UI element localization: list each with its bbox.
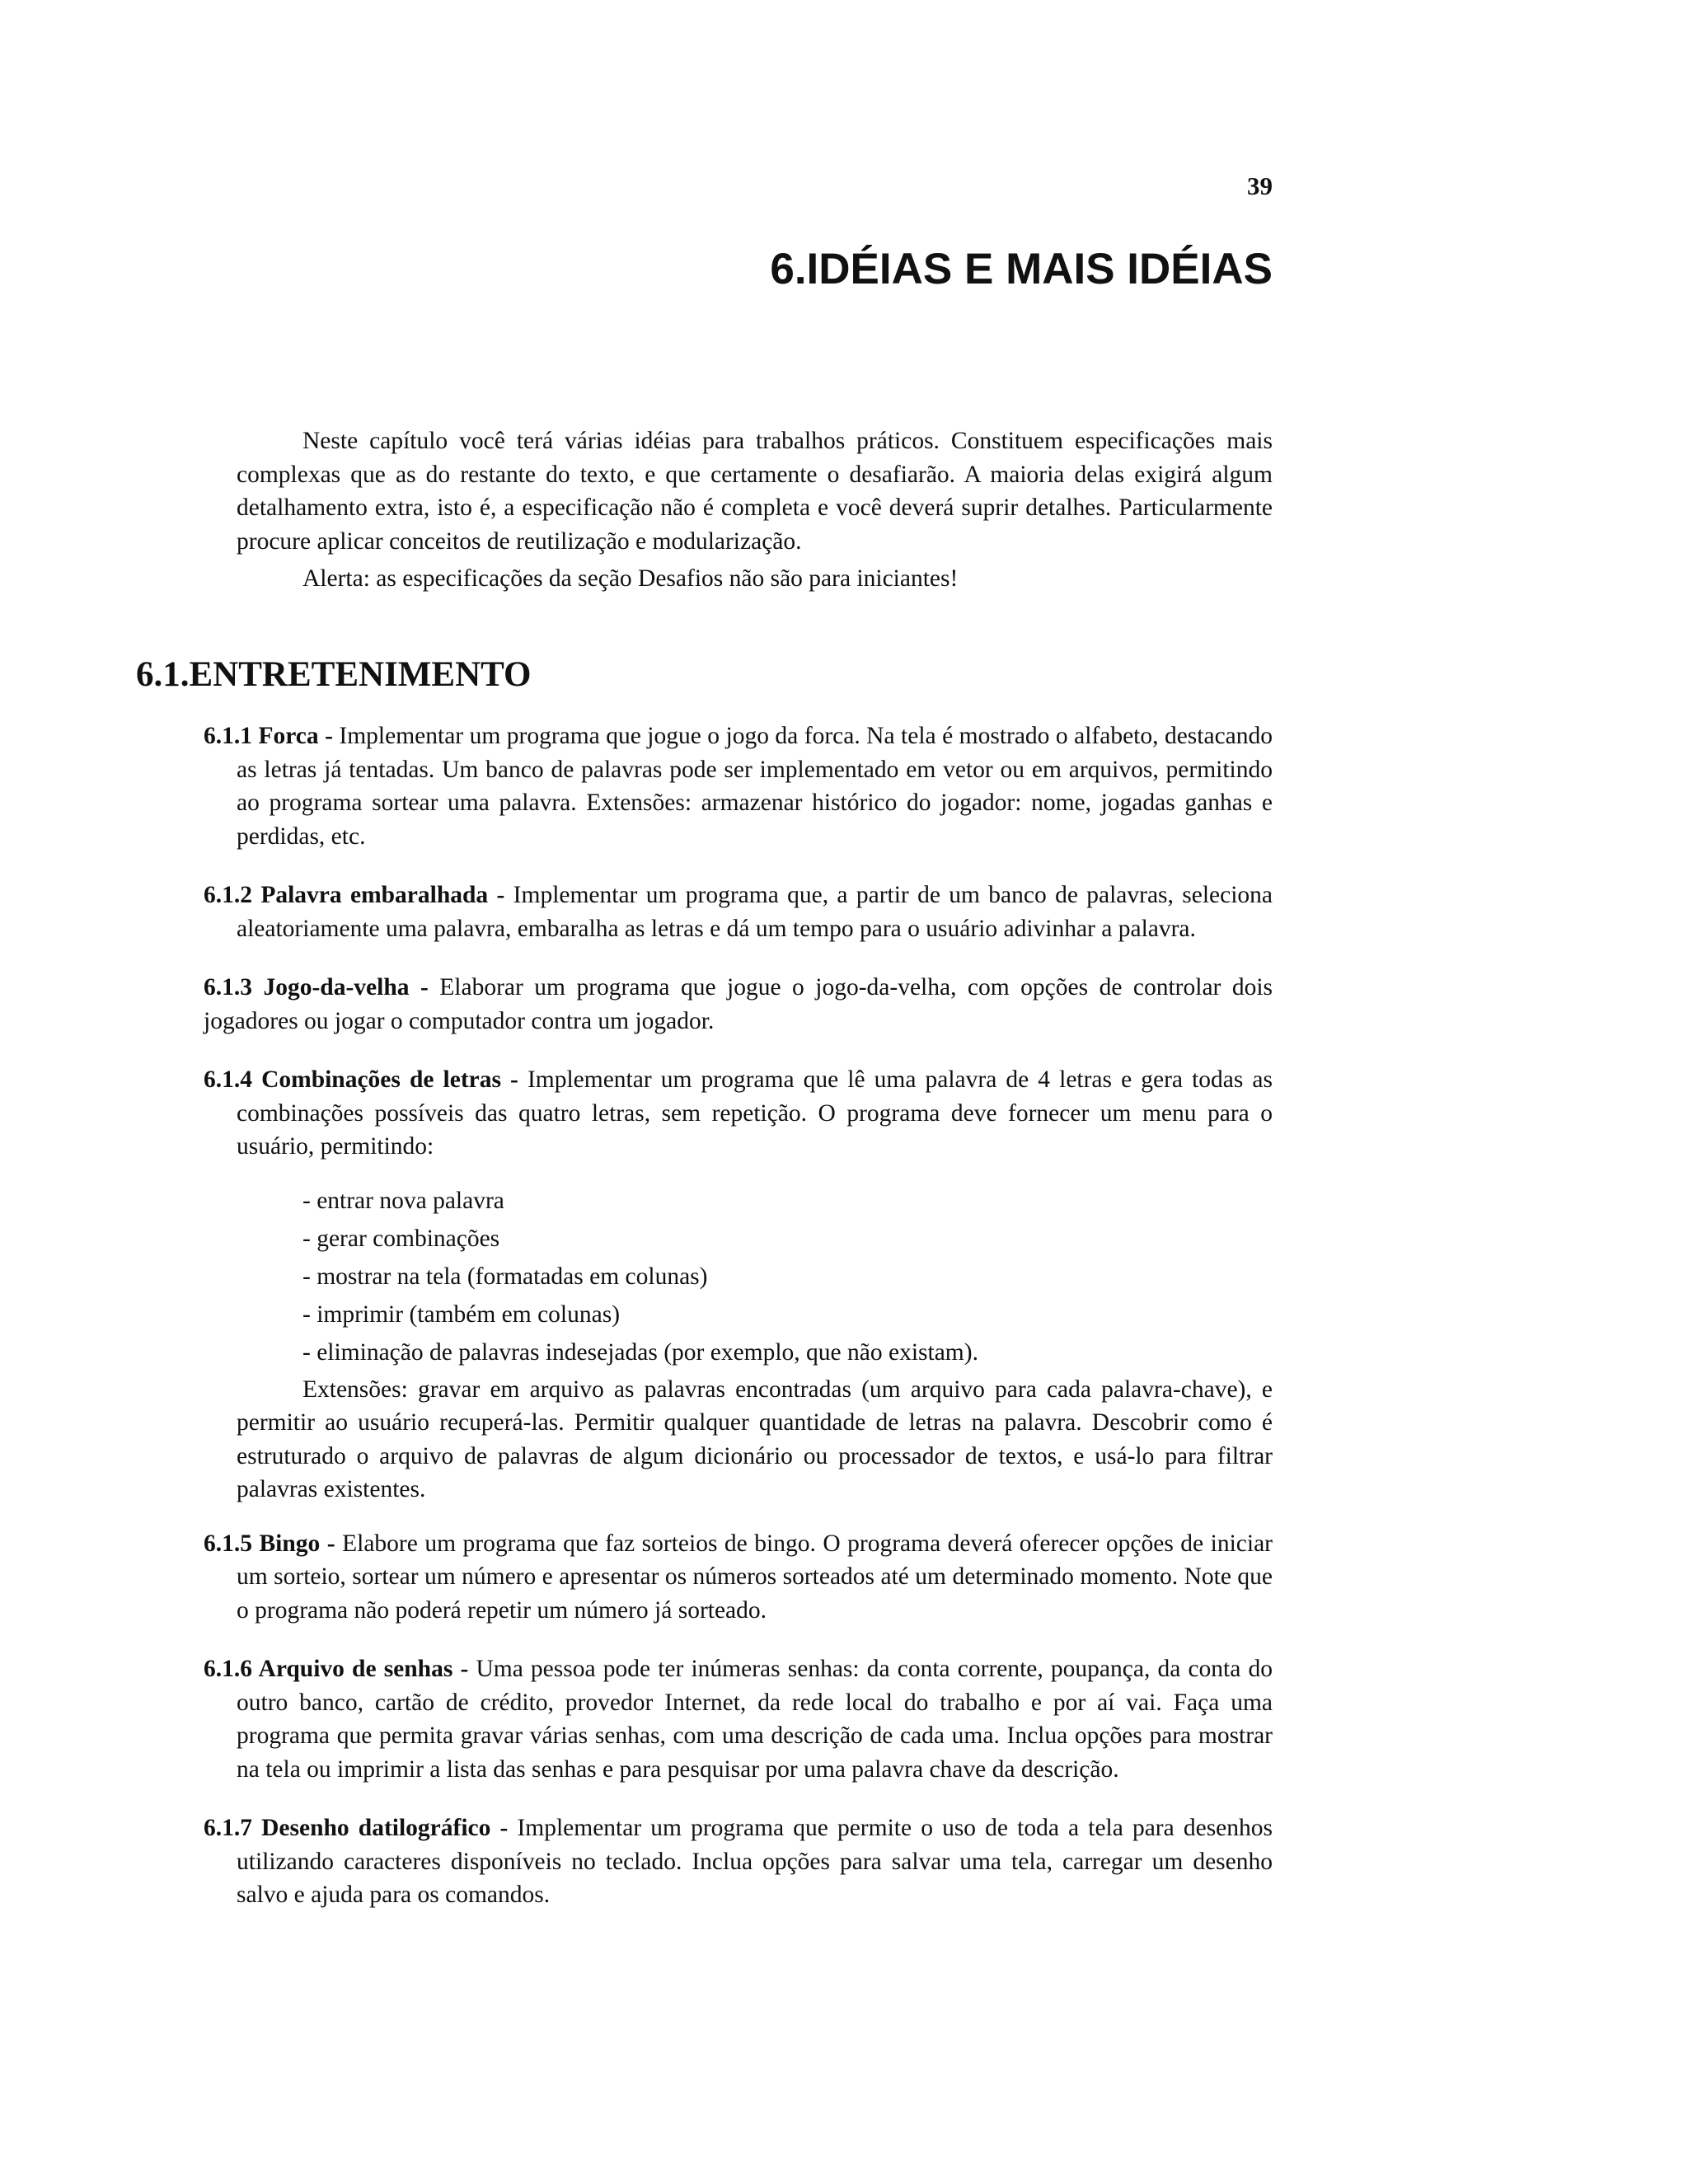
item-text: Implementar um programa que, a partir de um banco de palavras, seleciona aleatoriamente uma palavra, embaralha as letras e dá um tempo para o usuário adivinhar a palavra. [237,882,1273,942]
menu-options-list [302,1182,1273,1371]
menu-option: - imprimir (também em colunas) [302,1301,621,1328]
intro-paragraph: Neste capítulo você terá várias idéias para trabalhos práticos. Constituem especificações mais complexas que as do restante do texto, e que certamente o desafiarão. A maioria delas exigirá algum detalhamento extra, isto é, a especificação não é completa e você deverá suprir detalhes. Particularmente procure aplicar conceitos de reutilização e modularização. [237,428,1273,555]
item-heading: 6.1.3 Jogo-da-velha - [204,974,429,1001]
item-bingo [204,1527,1273,1628]
page-number: 39 [1247,171,1273,200]
intro-alert: Alerta: as especificações da seção Desafios não são para iniciantes! [302,565,959,592]
menu-option: - entrar nova palavra [302,1187,504,1214]
extensions-paragraph: Extensões: gravar em arquivo as palavras encontradas (um arquivo para cada palavra-chave), e permitir ao usuário recuperá-las. Permitir qualquer quantidade de letras na palavra. Descobrir como é estruturado o arquivo de palavras de algum dicionário ou processador de textos, e usá-lo para filtrar palavras existentes. [237,1376,1273,1502]
item-combinacoes-de-letras [204,1063,1273,1507]
item-heading: 6.1.2 Palavra embaralhada - [204,882,505,908]
item-heading: 6.1.7 Desenho datilográfico - [204,1815,509,1841]
item-text: Implementar um programa que jogue o jogo da forca. Na tela é mostrado o alfabeto, destacando as letras já tentadas. Um banco de palavras pode ser implementado em vetor ou em arquivos, permitindo ao programa sortear uma palavra. Extensões: armazenar histórico do jogador: nome, jogadas ganhas e perdidas, etc. [237,723,1273,850]
item-text: Uma pessoa pode ter inúmeras senhas: da conta corrente, poupança, da conta do outro banco, cartão de crédito, provedor Internet, da rede local do trabalho e por aí vai. Faça uma programa que permita gravar várias senhas, com uma descrição de cada uma. Inclua opções para mostrar na tela ou imprimir a lista das senhas e para pesquisar por uma palavra chave da descrição. [237,1656,1273,1783]
item-arquivo-de-senhas [204,1652,1273,1786]
item-combinacoes-body [204,1063,1273,1164]
item-heading: 6.1.4 Combinações de letras - [204,1066,518,1093]
item-forca [204,719,1273,853]
item-text: Implementar um programa que permite o uso de toda a tela para desenhos utilizando caracteres disponíveis no teclado. Inclua opções para salvar uma tela, carregar um desenho salvo e ajuda para os comandos. [237,1815,1273,1908]
item-desenho-datilografico [204,1811,1273,1912]
menu-option: - gerar combinações [302,1225,500,1252]
item-heading: 6.1.6 Arquivo de senhas - [204,1656,469,1682]
item-heading: 6.1.5 Bingo - [204,1530,335,1557]
menu-option: - mostrar na tela (formatadas em colunas) [302,1263,708,1290]
chapter-intro [237,424,1273,596]
item-text: Elaborar um programa que jogue o jogo-da-velha, com opções de controlar dois jogadores ou jogar o computador contra um jogador. [204,974,1273,1034]
section-items [204,719,1273,1938]
item-text: Elabore um programa que faz sorteios de bingo. O programa deverá oferecer opções de iniciar um sorteio, sortear um número e apresentar os números sorteados até um determinado momento. Note que o programa não poderá repetir um número já sorteado. [237,1530,1273,1624]
item-heading: 6.1.1 Forca - [204,723,333,749]
item-text: Implementar um programa que lê uma palavra de 4 letras e gera todas as combinações possíveis das quatro letras, sem repetição. O programa deve fornecer um menu para o usuário, permitindo: [237,1066,1273,1160]
chapter-title: 6.IDÉIAS E MAIS IDÉIAS [770,245,1273,293]
item-jogo-da-velha [204,971,1273,1038]
menu-option: - eliminação de palavras indesejadas (por exemplo, que não existam). [302,1338,978,1366]
section-title: 6.1.ENTRETENIMENTO [136,655,532,694]
item-palavra-embaralhada [204,879,1273,945]
